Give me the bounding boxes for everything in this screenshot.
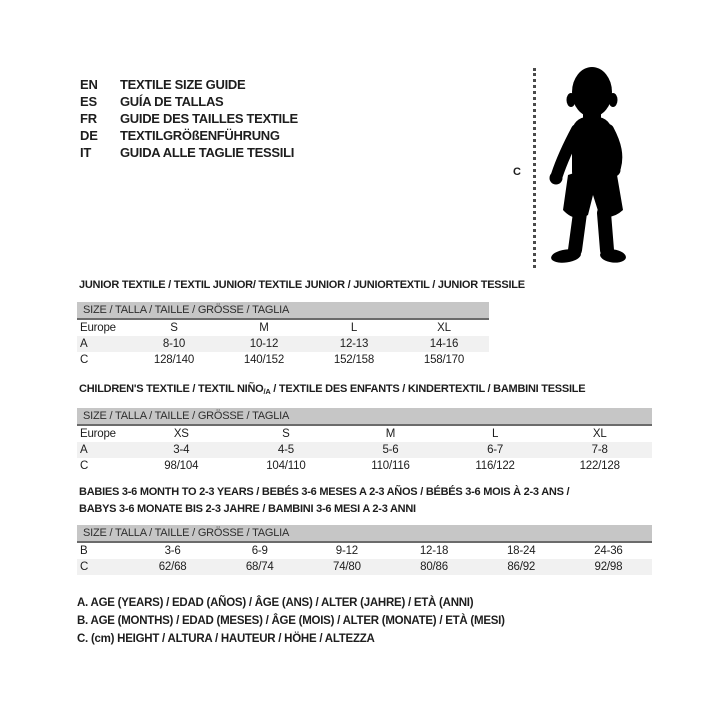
size-cell: 6-9 [251,545,268,557]
size-cell: 122/128 [579,460,620,472]
legend-note-c: C. (cm) HEIGHT / ALTURA / HAUTEUR / HÖHE / ALTEZZA [77,633,375,645]
legend-note-b: B. AGE (MONTHS) / EDAD (MESES) / ÂGE (MOIS) / ALTER (MONATE) / ETÀ (MESI) [77,615,505,627]
language-code: DE [80,128,98,143]
table-row [77,442,652,458]
size-cell: 14-16 [429,338,459,350]
size-header-bar: SIZE / TALLA / TAILLE / GRÖSSE / TAGLIA [77,408,652,426]
table-row [77,559,652,575]
language-code: EN [80,77,98,92]
size-cell: 68/74 [245,561,274,573]
table-title-sub: /A [263,387,271,396]
babies-size-table [77,543,652,575]
size-cell: S [170,322,178,334]
children-textile-section [77,381,652,474]
size-cell: 6-7 [487,444,504,456]
size-cell: 3-4 [173,444,190,456]
table-title-rest: / TEXTILE DES ENFANTS / KINDERTEXTIL / BAMBINI TESSILE [270,383,586,395]
size-cell: 4-5 [277,444,294,456]
language-row [80,110,298,127]
size-cell: 98/104 [164,460,199,472]
table-title-line1: BABIES 3-6 MONTH TO 2-3 YEARS / BEBÉS 3-6 MESES A 2-3 AÑOS / BÉBÉS 3-6 MOIS À 2-3 ANS / [79,486,570,498]
language-row [80,144,298,161]
size-cell: 158/170 [423,354,465,366]
language-title: TEXTILGRÖßENFÜHRUNG [120,128,280,143]
language-title: GUÍA DE TALLAS [120,94,224,109]
table-title [77,381,652,400]
size-cell: 12-13 [339,338,369,350]
size-cell: M [259,322,269,334]
size-cell: XL [592,428,607,440]
language-title: TEXTILE SIZE GUIDE [120,77,246,92]
size-cell: 62/68 [158,561,187,573]
language-code: FR [80,111,97,126]
row-label: A [80,444,88,456]
table-row [77,543,652,559]
size-cell: 10-12 [249,338,279,350]
size-cell: 5-6 [382,444,399,456]
language-code: IT [80,145,92,160]
junior-textile-section [77,277,525,368]
size-cell: 8-10 [162,338,186,350]
language-code: ES [80,94,97,109]
row-label: B [80,545,88,557]
size-header-bar: SIZE / TALLA / TAILLE / GRÖSSE / TAGLIA [77,302,489,320]
size-cell: 7-8 [591,444,608,456]
size-cell: 9-12 [335,545,358,557]
legend-notes [77,594,505,648]
row-label: A [80,338,88,350]
size-cell: 74/80 [333,561,361,573]
size-cell: 152/158 [333,354,375,366]
table-title: JUNIOR TEXTILE / TEXTIL JUNIOR/ TEXTILE JUNIOR / JUNIORTEXTIL / JUNIOR TESSILE [79,279,525,291]
height-measure-label: C [513,166,521,178]
size-cell: L [491,428,499,440]
language-row [80,127,298,144]
table-title-main: CHILDREN'S TEXTILE / TEXTIL NIÑO [79,383,264,395]
size-cell: 128/140 [153,354,195,366]
table-row [77,336,489,352]
row-label: C [80,460,89,472]
row-label: C [80,561,89,573]
size-cell: XL [437,322,451,334]
junior-size-table [77,320,489,368]
size-cell: 24-36 [594,545,623,557]
table-row [77,352,489,368]
size-cell: 18-24 [506,545,536,557]
language-row [80,76,298,93]
size-cell: 92/98 [594,561,623,573]
legend-note-a: A. AGE (YEARS) / EDAD (AÑOS) / ÂGE (ANS) / ALTER (JAHRE) / ETÀ (ANNI) [77,597,474,609]
children-size-table [77,426,652,474]
language-title: GUIDE DES TAILLES TEXTILE [120,111,298,126]
size-cell: 116/122 [475,460,515,472]
table-row [77,426,652,442]
table-title [77,484,652,518]
language-row [80,93,298,110]
language-title: GUIDA ALLE TAGLIE TESSILI [120,145,295,160]
height-measure-line [533,68,536,268]
size-cell: 86/92 [507,561,536,573]
size-cell: S [282,428,290,440]
size-cell: 80/86 [420,561,448,573]
toddler-silhouette-image [542,63,660,267]
size-header-bar: SIZE / TALLA / TAILLE / GRÖSSE / TAGLIA [77,525,652,543]
table-row [77,320,489,336]
size-cell: 104/110 [266,460,306,472]
row-label: Europe [80,322,116,334]
size-cell: 12-18 [419,545,449,557]
row-label: Europe [80,428,116,440]
table-title-line2: BABYS 3-6 MONATE BIS 2-3 JAHRE / BAMBINI 3-6 MESI A 2-3 ANNI [79,503,416,515]
language-legend [80,76,298,161]
row-label: C [80,354,89,366]
size-cell: XS [173,428,189,440]
babies-textile-section [77,484,652,575]
size-cell: M [385,428,396,440]
table-row [77,458,652,474]
size-cell: L [350,322,358,334]
size-cell: 3-6 [164,545,181,557]
size-cell: 110/116 [371,460,410,472]
size-cell: 140/152 [243,354,285,366]
